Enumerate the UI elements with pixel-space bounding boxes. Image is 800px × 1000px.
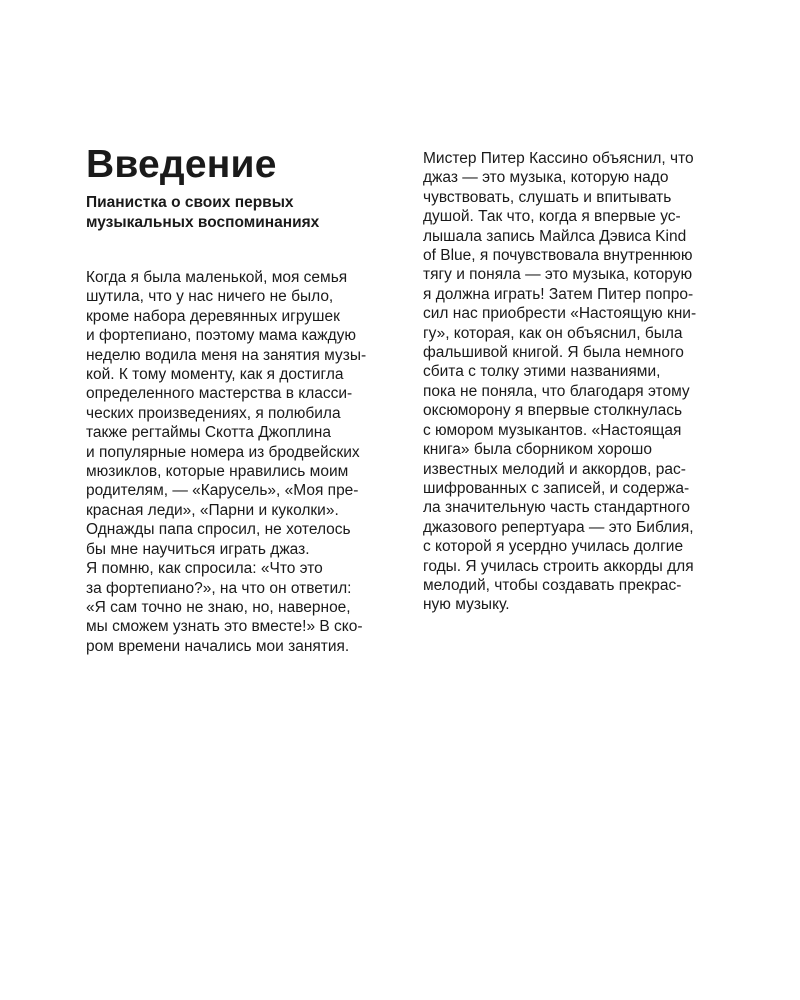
text-line: Однажды папа спросил, не хотелось bbox=[86, 521, 351, 539]
text-line: лышала запись Майлса Дэвиса Kind bbox=[423, 227, 687, 245]
text-line: Я помню, как спросила: «Что это bbox=[86, 560, 323, 578]
text-line: кой. К тому моменту, как я достигла bbox=[86, 366, 344, 384]
text-line: родителям, — «Карусель», «Моя пре- bbox=[86, 482, 359, 500]
text-line: ром времени начались мои занятия. bbox=[86, 637, 350, 655]
text-line: шифрованных с записей, и содержа- bbox=[423, 479, 690, 497]
text-line: с которой я усердно училась долгие bbox=[423, 538, 684, 556]
text-line: мелодий, чтобы создавать прекрас- bbox=[423, 576, 682, 594]
text-line: мюзиклов, которые нравились моим bbox=[86, 463, 349, 481]
text-line: красная леди», «Парни и куколки». bbox=[86, 501, 339, 519]
text-line: определенного мастерства в класси- bbox=[86, 385, 353, 403]
text-line: также регтаймы Скотта Джоплина bbox=[86, 424, 331, 442]
text-line: душой. Так что, когда я впервые ус- bbox=[423, 208, 681, 226]
text-line: Когда я была маленькой, моя семья bbox=[86, 269, 348, 286]
text-line: за фортепиано?», на что он ответил: bbox=[86, 579, 352, 597]
text-line: пока не поняла, что благодаря этому bbox=[423, 382, 690, 400]
text-line: с юмором музыкантов. «Настоящая bbox=[423, 421, 682, 439]
text-line: чувствовать, слушать и впитывать bbox=[423, 188, 672, 206]
text-line: of Blue, я почувствовала внутреннюю bbox=[423, 247, 693, 265]
text-line: ную музыку. bbox=[423, 596, 510, 614]
text-line: фальшивой книгой. Я была немного bbox=[423, 344, 684, 362]
text-line: я должна играть! Затем Питер попро- bbox=[423, 285, 694, 303]
text-line: сбита с толку этими названиями, bbox=[423, 363, 661, 381]
text-line: Мистер Питер Кассино объяснил, что bbox=[423, 150, 694, 167]
text-line: сил нас приобрести «Настоящую кни- bbox=[423, 305, 697, 323]
text-line: мы сможем узнать это вместе!» В ско- bbox=[86, 618, 363, 636]
text-line: неделю водила меня на занятия музы- bbox=[86, 346, 367, 364]
subtitle-line: Пианистка о своих первых bbox=[86, 194, 294, 211]
text-line: годы. Я училась строить аккорды для bbox=[423, 557, 694, 575]
text-line: шутила, что у нас ничего не было, bbox=[86, 288, 334, 306]
text-line: известных мелодий и аккордов, рас- bbox=[423, 460, 686, 478]
text-line: и фортепиано, поэтому мама каждую bbox=[86, 327, 357, 345]
text-line: книга» была сборником хорошо bbox=[423, 441, 652, 459]
text-line: оксюморону я впервые столкнулась bbox=[423, 402, 683, 420]
text-line: джаз — это музыка, которую надо bbox=[423, 169, 669, 187]
text-line: ла значительную часть стандартного bbox=[423, 499, 690, 517]
text-line: джазового репертуара — это Библия, bbox=[423, 518, 694, 536]
page-title: Введение bbox=[86, 143, 277, 186]
text-line: бы мне научиться играть джаз. bbox=[86, 540, 310, 558]
text-line: кроме набора деревянных игрушек bbox=[86, 307, 340, 325]
right-paragraph bbox=[423, 149, 696, 615]
text-line: и популярные номера из бродвейских bbox=[86, 443, 360, 461]
text-line: «Я сам точно не знаю, но, наверное, bbox=[86, 598, 351, 616]
subtitle bbox=[86, 193, 319, 233]
left-paragraph bbox=[86, 268, 366, 656]
subtitle-line: музыкальных воспоминаниях bbox=[86, 214, 320, 231]
text-line: гу», которая, как он объяснил, была bbox=[423, 324, 683, 342]
text-line: ческих произведениях, я полюбила bbox=[86, 404, 341, 422]
text-line: тягу и поняла — это музыка, которую bbox=[423, 266, 693, 284]
